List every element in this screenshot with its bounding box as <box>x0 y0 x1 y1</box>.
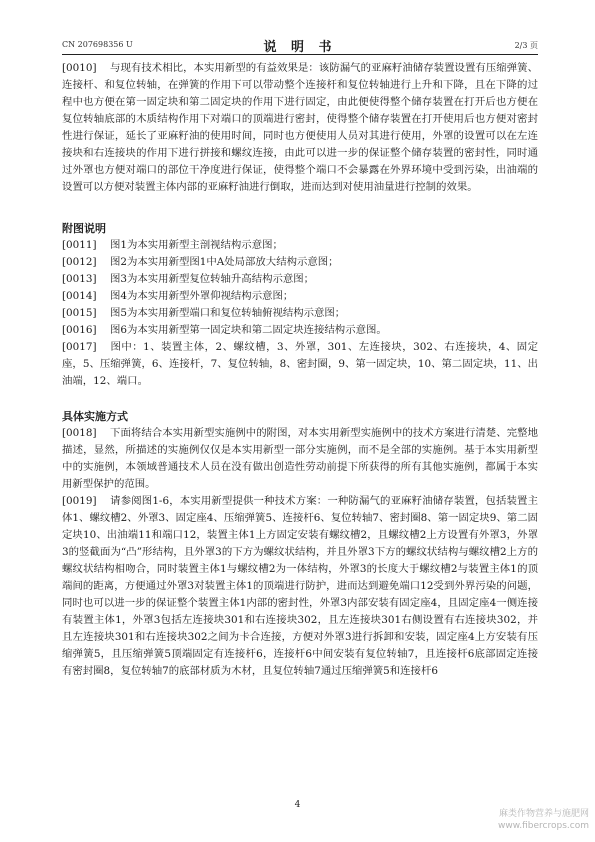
paragraph-text: 图1为本实用新型主剖视结构示意图； <box>110 239 283 251</box>
section-heading-implementation: 具体实施方式 <box>62 410 128 423</box>
paragraph-text: 图6为本实用新型第一固定块和第二固定块连接结构示意图。 <box>110 324 387 336</box>
paragraph-number: [0012] <box>62 256 97 268</box>
paragraph-0011 <box>62 237 538 254</box>
document-body <box>62 60 538 680</box>
paragraph-number: [0010] <box>62 62 97 74</box>
page-header <box>62 36 538 55</box>
paragraph-0018 <box>62 425 538 493</box>
paragraph-number: [0018] <box>62 427 97 439</box>
paragraph-0013 <box>62 271 538 288</box>
watermark <box>498 808 589 832</box>
paragraph-number: [0013] <box>62 273 97 285</box>
paragraph-text: 图3为本实用新型复位转轴升高结构示意图； <box>110 273 315 285</box>
document-title: 说 明 书 <box>263 40 337 55</box>
paragraph-number: [0015] <box>62 307 97 319</box>
paragraph-0017 <box>62 339 538 390</box>
paragraph-0016 <box>62 322 538 339</box>
paragraph-number: [0014] <box>62 290 97 302</box>
paragraph-text: 图5为本实用新型端口和复位转轴俯视结构示意图； <box>110 307 346 319</box>
paragraph-0014 <box>62 288 538 305</box>
paragraph-number: [0017] <box>62 341 97 353</box>
paragraph-text: 图中：1、装置主体，2、螺纹槽，3、外罩，301、左连接块，302、右连接块，4、固定座，5、压缩弹簧，6、连接杆，7、复位转轴，8、密封圈，9、第一固定块，10、第二固定块，11、出油端，12、端口。 <box>62 341 538 387</box>
paragraph-number: [0016] <box>62 324 97 336</box>
paragraph-0010 <box>62 60 538 196</box>
paragraph-number: [0019] <box>62 495 97 507</box>
paragraph-0012 <box>62 254 538 271</box>
patent-number: CN 207698356 U <box>62 40 133 49</box>
paragraph-text: 请参阅图1-6，本实用新型提供一种技术方案：一种防漏气的亚麻籽油储存装置，包括装置主体1、螺纹槽2、外罩3、固定座4、压缩弹簧5、连接杆6、复位转轴7、密封圈8、第一固定块9、第二固定块10、出油端11和端口12，装置主体1上方固定安装有螺纹槽2，且螺纹槽2上方设置有外罩3，外罩3的竖截面为“凸”形结构，且外罩3的下方为螺纹状结构，并且外罩3下方的螺纹状结构与螺纹槽2上方的螺纹状结构相吻合，同时装置主体1与螺纹槽2为一体结构，外罩3的长度大于螺纹槽2与装置主体1的顶端间的距离，方便通过外罩3对装置主体1的顶端进行防护，进而达到避免端口12受到外界污染的问题，同时也可以进一步的保证整个装置主体1内部的密封性，外罩3内部安装有固定座4，且固定座4一侧连接有装置主体1，外罩3包括左连接块301和右连接块302，且左连接块301右侧设置有右连接块302，并且左连接块301和右连接块302之间为卡合连接，方便对外罩3进行拆卸和安装，固定座4上方安装有压缩弹簧5，且压缩弹簧5顶端固定有连接杆6，连接杆6中间安装有复位转轴7，且连接杆6底部固定连接有密封圈8，复位转轴7的底部材质为木材，且复位转轴7通过压缩弹簧5和连接杆6 <box>62 495 538 677</box>
page-indicator: 2/3 页 <box>514 41 538 50</box>
paragraph-0019 <box>62 493 538 680</box>
watermark-url: www.fibercrops.com <box>498 821 589 831</box>
paragraph-0015 <box>62 305 538 322</box>
section-heading-figures: 附图说明 <box>62 222 106 235</box>
paragraph-text: 与现有技术相比，本实用新型的有益效果是：该防漏气的亚麻籽油储存装置设置有压缩弹簧、连接杆、和复位转轴，在弹簧的作用下可以带动整个连接杆和复位转轴进行上升和下降，且在下降的过程中也方便在第一固定块和第二固定块的作用下进行固定，由此便使得整个储存装置在打开后也方便在复位转轴底部的木质结构作用下对端口的顶端进行密封，使得整个储存装置在打开使用后也方便对密封性进行保证，延长了亚麻籽油的使用时间，同时也方便使用人员对其进行使用，外罩的设置可以在左连接块和右连接块的作用下进行拼接和螺纹连接，由此可以进一步的保证整个储存装置的密封性，同时通过外罩也方便对端口的部位干净度进行保证，使得整个端口不会暴露在外界环境中受到污染，出油端的设置可以方便对装置主体内部的亚麻籽油进行倒取，进而达到对使用油量进行控制的效果。 <box>62 62 538 193</box>
watermark-site-name: 麻类作物营养与施肥网 <box>498 809 589 819</box>
paragraph-text: 图4为本实用新型外罩仰视结构示意图； <box>110 290 294 302</box>
page-number: 4 <box>294 800 301 810</box>
paragraph-text: 图2为本实用新型图1中A处局部放大结构示意图； <box>110 256 339 268</box>
paragraph-text: 下面将结合本实用新型实施例中的附图，对本实用新型实施例中的技术方案进行清楚、完整地描述，显然，所描述的实施例仅仅是本实用新型一部分实施例，而不是全部的实施例。基于本实用新型中的实施例，本领域普通技术人员在没有做出创造性劳动前提下所获得的所有其他实施例，都属于本实用新型保护的范围。 <box>62 427 538 490</box>
paragraph-number: [0011] <box>62 239 97 251</box>
